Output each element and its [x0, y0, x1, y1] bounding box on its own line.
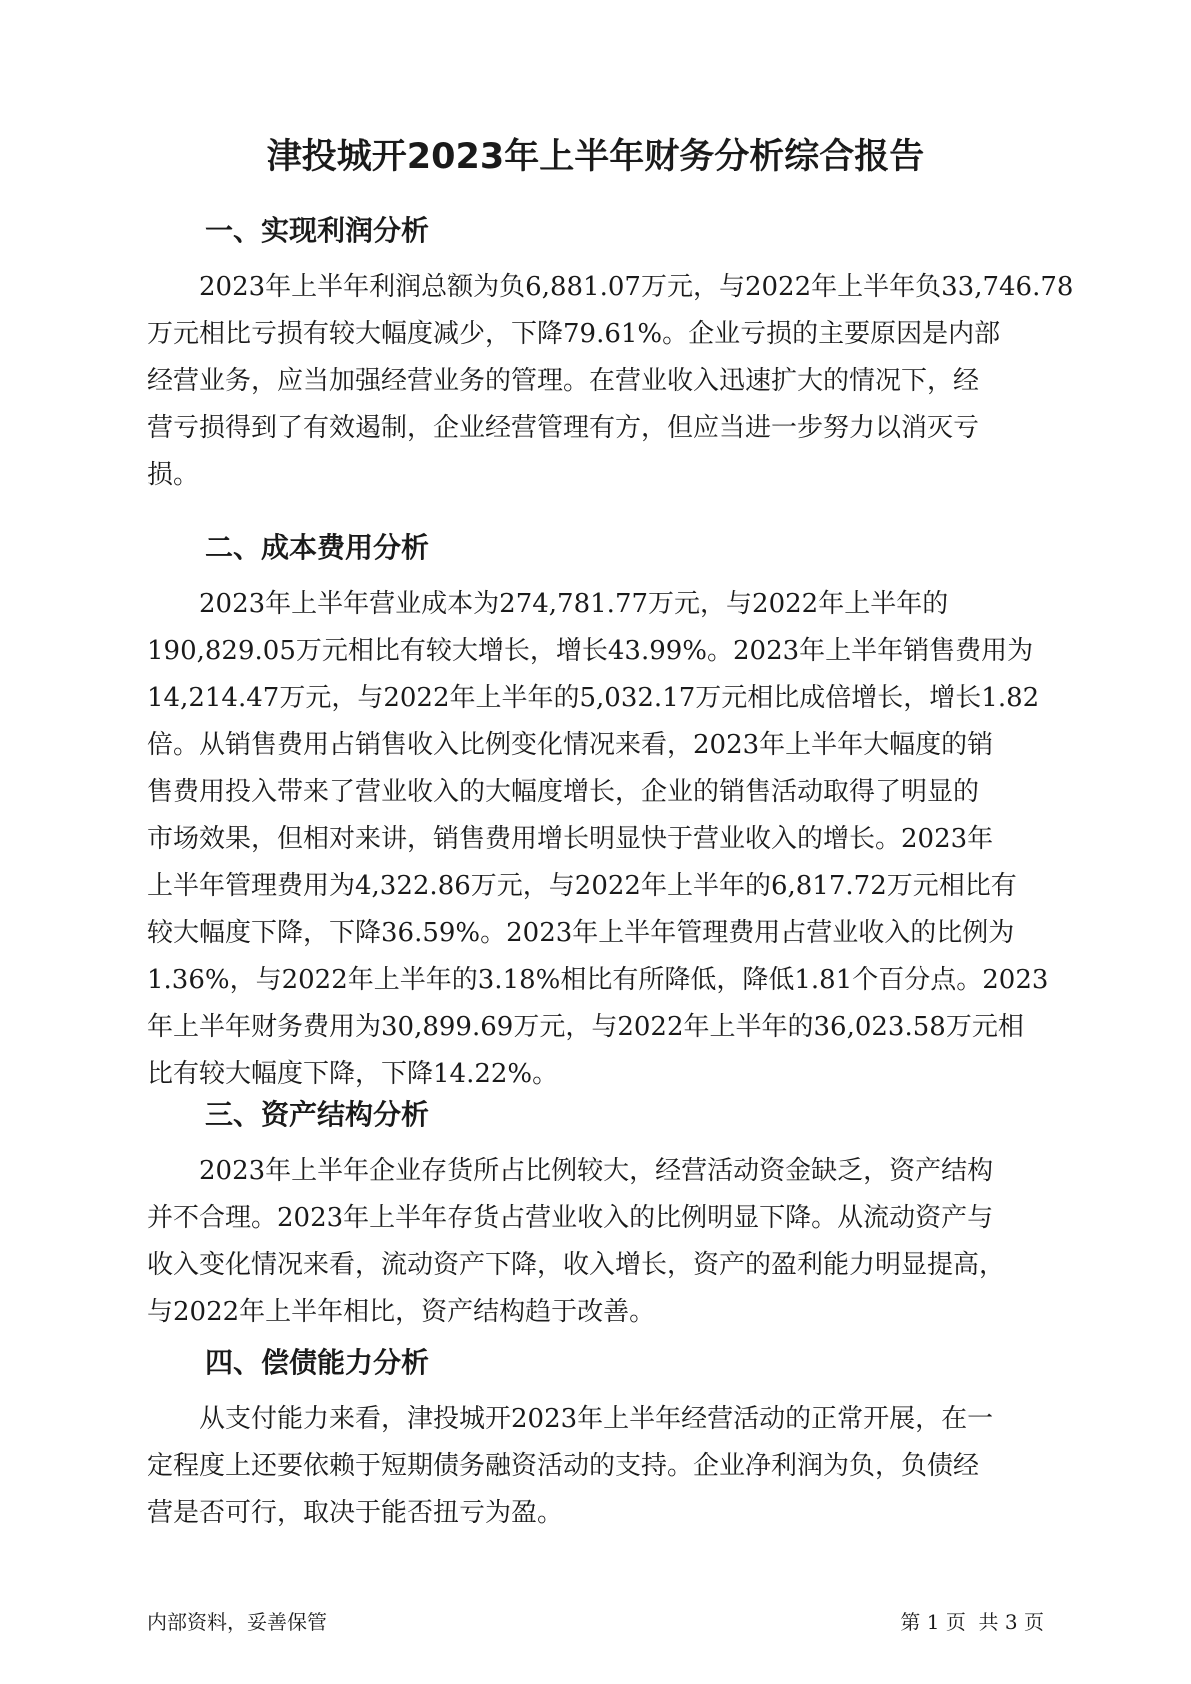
paragraph-line: 190,829.05万元相比有较大增长，增长43.99%。2023年上半年销售费用为: [147, 636, 1034, 666]
paragraph-line: 营亏损得到了有效遏制，企业经营管理有方，但应当进一步努力以消灭亏: [147, 413, 980, 443]
paragraph-line: 年上半年财务费用为30,899.69万元，与2022年上半年的36,023.58万元相: [147, 1012, 1024, 1042]
paragraph-line: 2023年上半年企业存货所占比例较大，经营活动资金缺乏，资产结构: [199, 1156, 994, 1186]
section-body-assets: [147, 1148, 1067, 1336]
section-heading-assets: 三、资产结构分析: [205, 1098, 430, 1131]
paragraph-line: 2023年上半年利润总额为负6,881.07万元，与2022年上半年负33,746.78: [199, 272, 1074, 302]
paragraph-line: 损。: [147, 460, 200, 490]
paragraph-line: 营是否可行，取决于能否扭亏为盈。: [147, 1498, 564, 1528]
paragraph-line: 比有较大幅度下降，下降14.22%。: [147, 1059, 559, 1089]
paragraph-line: 从支付能力来看，津投城开2023年上半年经营活动的正常开展，在一: [199, 1404, 994, 1434]
paragraph-line: 收入变化情况来看，流动资产下降，收入增长，资产的盈利能力明显提高，: [147, 1250, 1006, 1280]
paragraph-line: 14,214.47万元，与2022年上半年的5,032.17万元相比成倍增长，增长1.82: [147, 683, 1040, 713]
paragraph-line: 1.36%，与2022年上半年的3.18%相比有所降低，降低1.81个百分点。2023: [147, 965, 1049, 995]
section-heading-solvency: 四、偿债能力分析: [205, 1346, 430, 1379]
footer-page-number: 第 1 页 共 3 页: [900, 1610, 1044, 1634]
paragraph-line: 市场效果，但相对来讲，销售费用增长明显快于营业收入的增长。2023年: [147, 824, 994, 854]
section-body-cost: [147, 581, 1067, 1098]
paragraph-line: 上半年管理费用为4,322.86万元，与2022年上半年的6,817.72万元相比有: [147, 871, 1017, 901]
section-heading-cost: 二、成本费用分析: [205, 531, 430, 564]
section-body-solvency: [147, 1396, 1067, 1537]
paragraph-line: 并不合理。2023年上半年存货占营业收入的比例明显下降。从流动资产与: [147, 1203, 994, 1233]
footer-confidential-note: 内部资料，妥善保管: [147, 1610, 327, 1634]
section-heading-profit: 一、实现利润分析: [205, 214, 430, 247]
paragraph-line: 定程度上还要依赖于短期债务融资活动的支持。企业净利润为负，负债经: [147, 1451, 980, 1481]
paragraph-line: 2023年上半年营业成本为274,781.77万元，与2022年上半年的: [199, 589, 949, 619]
paragraph-line: 倍。从销售费用占销售收入比例变化情况来看，2023年上半年大幅度的销: [147, 730, 994, 760]
section-body-profit: [147, 264, 1074, 499]
paragraph-line: 万元相比亏损有较大幅度减少，下降79.61%。企业亏损的主要原因是内部: [147, 319, 1001, 349]
paragraph-line: 经营业务，应当加强经营业务的管理。在营业收入迅速扩大的情况下，经: [147, 366, 980, 396]
paragraph-line: 售费用投入带来了营业收入的大幅度增长，企业的销售活动取得了明显的: [147, 777, 980, 807]
paragraph-line: 较大幅度下降，下降36.59%。2023年上半年管理费用占营业收入的比例为: [147, 918, 1015, 948]
paragraph-line: 与2022年上半年相比，资产结构趋于改善。: [147, 1297, 656, 1327]
document-title: 津投城开2023年上半年财务分析综合报告: [266, 137, 925, 177]
